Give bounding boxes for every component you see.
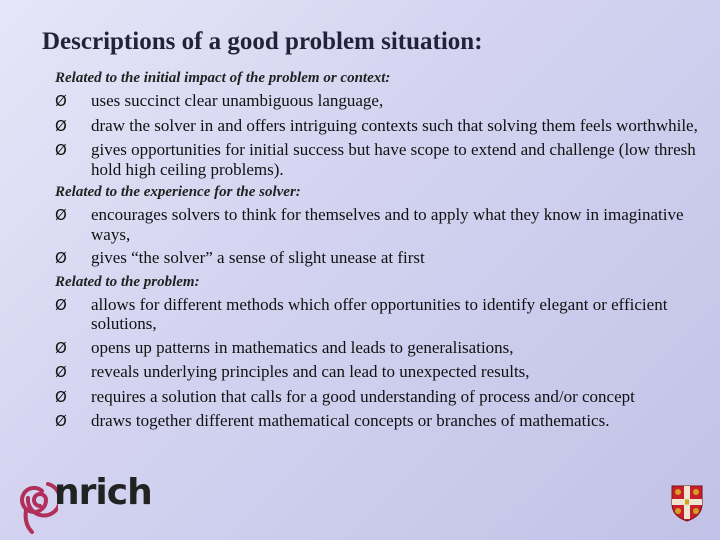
list-item (55, 387, 705, 408)
list-item (55, 140, 705, 179)
list-item-text: gives “the solver” a sense of slight unease at first (91, 248, 425, 267)
list-item-text: encourages solvers to think for themselves and to apply what they know in imaginative ways, (91, 205, 684, 244)
arrow-bullet-icon: Ø (55, 387, 67, 406)
slide-content (55, 66, 705, 436)
nrich-swirl-icon (18, 476, 58, 536)
arrow-bullet-icon: Ø (55, 206, 67, 224)
arrow-bullet-icon: Ø (55, 141, 67, 159)
list-item (55, 248, 705, 269)
arrow-bullet-icon: Ø (55, 116, 67, 135)
nrich-logo-text: nrich (54, 472, 152, 513)
list-item-text: allows for different methods which offer opportunities to identify elegant or efficient solutions, (91, 294, 668, 333)
arrow-bullet-icon: Ø (55, 338, 67, 357)
list-item-text: reveals underlying principles and can lead to unexpected results, (91, 362, 530, 381)
nrich-logo (18, 472, 152, 532)
list-item (55, 338, 705, 359)
list-item (55, 295, 705, 334)
list-item-text: uses succinct clear unambiguous language, (91, 91, 384, 110)
list-item (55, 411, 705, 432)
list-item (55, 91, 705, 112)
list-item-text: gives opportunities for initial success but have scope to extend and challenge (low thresh hold high ceiling problems). (91, 140, 696, 179)
section-heading-initial-impact: Related to the initial impact of the problem or context: (55, 70, 391, 86)
slide-title: Descriptions of a good problem situation: (42, 28, 483, 55)
arrow-bullet-icon: Ø (55, 92, 67, 110)
list-item (55, 116, 705, 137)
section-heading-solver-experience: Related to the experience for the solver: (55, 184, 301, 200)
arrow-bullet-icon: Ø (55, 249, 67, 267)
list-item-text: requires a solution that calls for a good understanding of process and/or concept (91, 386, 635, 406)
section-heading-problem: Related to the problem: (55, 273, 200, 290)
arrow-bullet-icon: Ø (55, 295, 67, 314)
list-item (55, 362, 705, 383)
list-item-text: draws together different mathematical concepts or branches of mathematics. (91, 411, 610, 430)
arrow-bullet-icon: Ø (55, 412, 67, 430)
list-item (55, 205, 705, 244)
list-item-text: draw the solver in and offers intriguing contexts such that solving them feels worthwhile, (91, 115, 698, 135)
arrow-bullet-icon: Ø (55, 363, 67, 381)
list-item-text: opens up patterns in mathematics and leads to generalisations, (91, 337, 514, 357)
cambridge-crest-icon (670, 484, 704, 522)
